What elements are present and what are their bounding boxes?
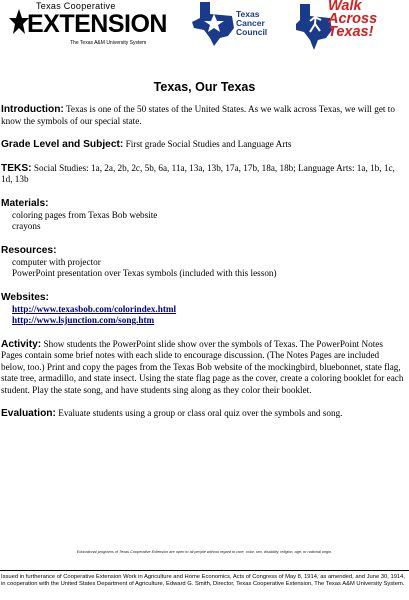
cancer-council-line3: Council bbox=[236, 27, 268, 37]
footer-issued-text: Issued in furtherance of Cooperative Extension Work in Agriculture and Home Economics, Acts of Congress of May 8, 1914, as amended, and June 30, 1914, in cooperation with the United States Department of Agriculture, Edward G. Smith, Director, Texas Cooperative Extension, The Texas A&M University System. bbox=[1, 574, 405, 588]
teks-section bbox=[1, 163, 405, 186]
lsjunction-link[interactable]: http://www.lsjunction.com/song.htm bbox=[12, 315, 155, 325]
evaluation-section bbox=[1, 408, 405, 420]
walk-across-texas-logo bbox=[294, 0, 406, 56]
cancer-council-line2: Cancer bbox=[236, 18, 265, 28]
grade-text: First grade Social Studies and Language Arts bbox=[125, 139, 292, 149]
activity-text: Show students the PowerPoint slide show over the symbols of Texas. The PowerPoint Notes Pages contain some brief notes with each slide to encourage discussion. (The Notes Pages are included below, too.) Print and copy the pages from the Texas Bob website of the mockingbird, bluebonnet, state flag, state tree, armadillo, and state insect. Using the state flag page as the cover, create a coloring booklet for each student. Play the state song, and have students sing along as they color their booklet. bbox=[1, 338, 404, 395]
texas-cooperative-extension-logo bbox=[0, 0, 178, 58]
introduction-label: Introduction: bbox=[1, 104, 64, 115]
resources-item: computer with projector bbox=[12, 256, 101, 267]
websites-section bbox=[1, 292, 405, 327]
texasbob-link[interactable]: http://www.texasbob.com/colorindex.html bbox=[12, 303, 177, 314]
resources-section bbox=[1, 245, 405, 280]
document-title: Texas, Our Texas bbox=[153, 80, 256, 94]
extension-logo-main-text: EXTENSION bbox=[27, 10, 167, 38]
teks-label: TEKS: bbox=[1, 162, 32, 174]
texas-map-icon bbox=[190, 0, 236, 48]
introduction-text: Texas is one of the 50 states of the United States. As we walk across Texas, we will get to know the symbols of our special state. bbox=[1, 104, 395, 126]
header-logos bbox=[0, 0, 409, 60]
websites-label: Websites: bbox=[1, 291, 49, 303]
footer-disclaimer: Educational programs of Texas Cooperative Extension are open to all people without regard to race, color, sex, disability, religion, age, or national origin. bbox=[76, 550, 333, 554]
introduction-section bbox=[1, 104, 405, 127]
resources-label: Resources: bbox=[1, 244, 57, 256]
extension-logo-top-text: Texas Cooperative bbox=[36, 1, 116, 11]
materials-section bbox=[1, 198, 405, 233]
walk-line1: Walk bbox=[328, 0, 362, 14]
cancer-council-line1: Texas bbox=[236, 9, 260, 19]
texas-cancer-council-logo bbox=[190, 0, 290, 50]
grade-section bbox=[1, 139, 405, 151]
footer-divider bbox=[0, 570, 409, 571]
evaluation-label: Evaluation: bbox=[1, 408, 56, 419]
grade-label: Grade Level and Subject: bbox=[1, 139, 124, 150]
walk-line2: Across bbox=[328, 11, 378, 27]
activity-label: Activity: bbox=[1, 338, 42, 350]
lesson-content bbox=[1, 104, 405, 432]
extension-logo-sub-text: The Texas A&M University System bbox=[70, 40, 147, 46]
resources-item: PowerPoint presentation over Texas symbols (included with this lesson) bbox=[12, 268, 277, 278]
evaluation-text: Evaluate students using a group or class oral quiz over the symbols and song. bbox=[58, 408, 343, 418]
materials-item: coloring pages from Texas Bob website bbox=[12, 209, 158, 220]
activity-section bbox=[1, 339, 405, 397]
materials-item: crayons bbox=[12, 221, 41, 231]
walk-line3: Texas! bbox=[328, 24, 374, 40]
materials-label: Materials: bbox=[1, 197, 49, 209]
teks-text: Social Studies: 1a, 2a, 2b, 2c, 5b, 6a, 11a, 13a, 13b, 17a, 17b, 18a, 18b; Language Arts: 1a, 1b, 1c, 1d, 13b bbox=[1, 162, 395, 184]
